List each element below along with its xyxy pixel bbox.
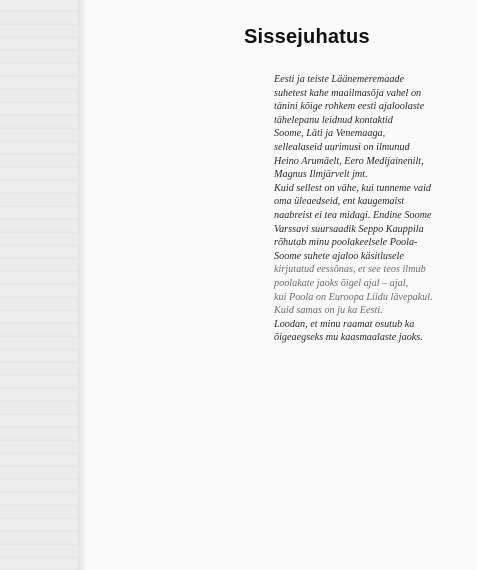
page-title: Sissejuhatus [244, 26, 370, 48]
text-line: õigeaegseks mu kaasmaalaste jaoks. [274, 332, 423, 344]
text-line: kirjutatud eessõnas, et see teos ilmub [274, 264, 426, 276]
book-gutter [78, 0, 86, 570]
right-page [86, 0, 477, 570]
text-line: poolakate jaoks õigel ajal – ajal, [274, 277, 409, 289]
text-line: kui Poola on Euroopa Liidu lävepakul. [274, 291, 433, 303]
text-line: oma üleaedseid, ent kaugemaist [274, 196, 405, 208]
show-through-text [0, 0, 78, 570]
text-line: Kuid sellest on vähe, kui tunneme vaid [274, 182, 432, 194]
left-page [0, 0, 78, 570]
introduction-text [274, 73, 474, 345]
text-line: suhetest kahe maailmasõja vahel on [274, 87, 422, 99]
text-line: tänini kõige rohkem eesti ajaloolaste [274, 101, 425, 113]
text-line: Eesti ja teiste Läänemeremaade [274, 74, 405, 85]
text-line: Loodan, et minu raamat osutub ka [274, 318, 415, 330]
text-line: Kuid samas on ju ka Eesti. [274, 305, 383, 317]
text-line: Soome, Läti ja Venemaaga, [274, 128, 386, 140]
text-line: sellealaseid uurimusi on ilmunud [274, 141, 410, 153]
text-line: rõhutab minu poolakeelsele Poola- [274, 237, 418, 249]
text-line: Magnus Ilmjärvelt jmt. [274, 169, 368, 181]
text-line: Heino Arumäelt, Eero Medijainenilt, [274, 155, 424, 167]
text-line: tähelepanu leidnud kontaktid [274, 114, 393, 126]
text-line: Varssavi suursaadik Seppo Kauppila [274, 223, 424, 235]
text-line: naabreist ei tea midagi. Endine Soome [274, 209, 432, 221]
text-line: Soome suhete ajaloo käsitlusele [274, 250, 404, 262]
